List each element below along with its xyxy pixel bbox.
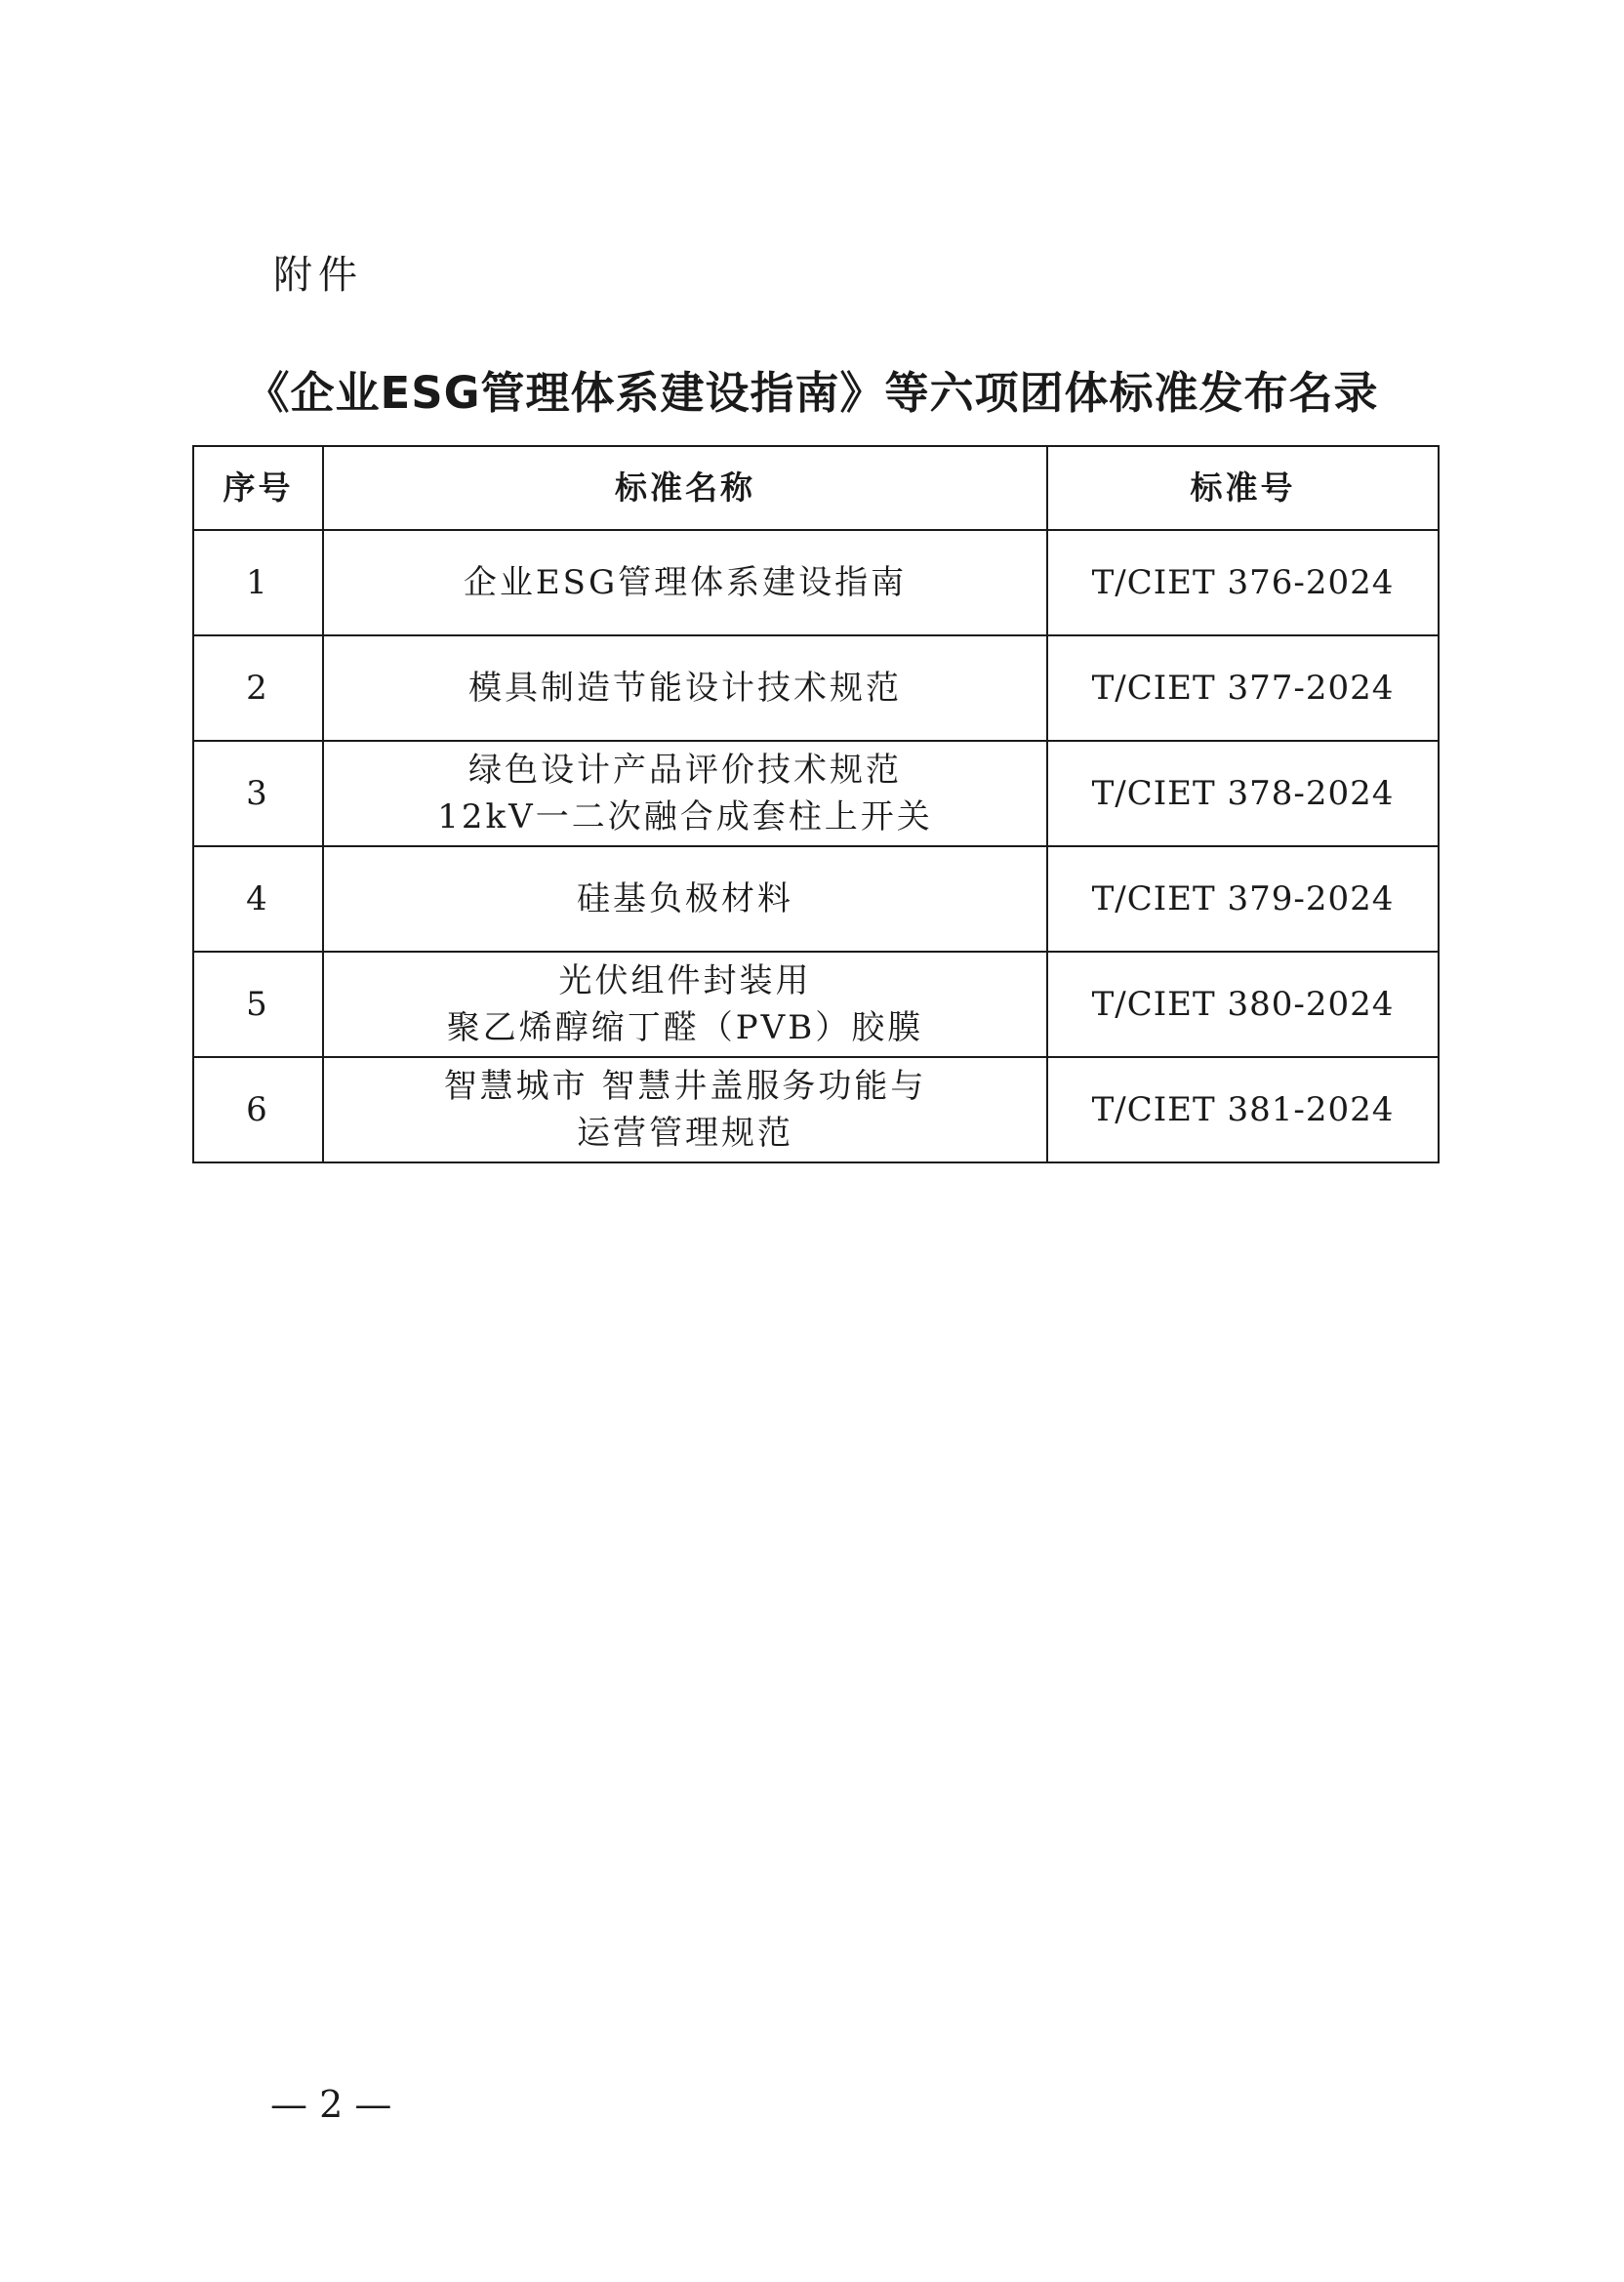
standard-name-line: 模具制造节能设计技术规范 bbox=[468, 669, 902, 708]
standard-name-line: 企业ESG管理体系建设指南 bbox=[463, 563, 908, 602]
table-row bbox=[193, 846, 1439, 952]
row-standard-code: T/CIET 380-2024 bbox=[1047, 952, 1439, 1057]
standard-name-line: 绿色设计产品评价技术规范 bbox=[468, 751, 902, 790]
document-title: 《企业ESG管理体系建设指南》等六项团体标准发布名录 bbox=[245, 367, 1379, 419]
table-header-row bbox=[193, 446, 1439, 530]
row-standard-name bbox=[323, 846, 1047, 952]
row-index: 5 bbox=[193, 952, 323, 1057]
table-row bbox=[193, 530, 1439, 635]
row-standard-name bbox=[323, 530, 1047, 635]
row-index: 1 bbox=[193, 530, 323, 635]
row-standard-name bbox=[323, 1057, 1047, 1162]
header-standard-name: 标准名称 bbox=[323, 446, 1047, 530]
row-standard-code: T/CIET 381-2024 bbox=[1047, 1057, 1439, 1162]
page-number: — 2 — bbox=[270, 2083, 392, 2126]
row-standard-code: T/CIET 377-2024 bbox=[1047, 635, 1439, 741]
row-standard-name bbox=[323, 635, 1047, 741]
table-row bbox=[193, 1057, 1439, 1162]
standard-name-line: 硅基负极材料 bbox=[577, 879, 793, 918]
row-standard-name bbox=[323, 741, 1047, 846]
row-standard-code: T/CIET 378-2024 bbox=[1047, 741, 1439, 846]
standards-table bbox=[192, 445, 1440, 1163]
standard-name-line: 聚乙烯醇缩丁醛（PVB）胶膜 bbox=[446, 1008, 924, 1047]
row-standard-name bbox=[323, 952, 1047, 1057]
row-standard-code: T/CIET 379-2024 bbox=[1047, 846, 1439, 952]
row-index: 3 bbox=[193, 741, 323, 846]
standard-name-line: 运营管理规范 bbox=[577, 1114, 793, 1153]
table-row bbox=[193, 741, 1439, 846]
attachment-label: 附件 bbox=[273, 253, 363, 298]
row-standard-code: T/CIET 376-2024 bbox=[1047, 530, 1439, 635]
row-index: 2 bbox=[193, 635, 323, 741]
table-row bbox=[193, 952, 1439, 1057]
row-index: 6 bbox=[193, 1057, 323, 1162]
row-index: 4 bbox=[193, 846, 323, 952]
standard-name-line: 光伏组件封装用 bbox=[558, 961, 812, 1000]
header-standard-code: 标准号 bbox=[1047, 446, 1439, 530]
header-index: 序号 bbox=[193, 446, 323, 530]
standard-name-line: 12kV一二次融合成套柱上开关 bbox=[437, 797, 933, 836]
standard-name-line: 智慧城市 智慧井盖服务功能与 bbox=[443, 1067, 927, 1106]
table-row bbox=[193, 635, 1439, 741]
